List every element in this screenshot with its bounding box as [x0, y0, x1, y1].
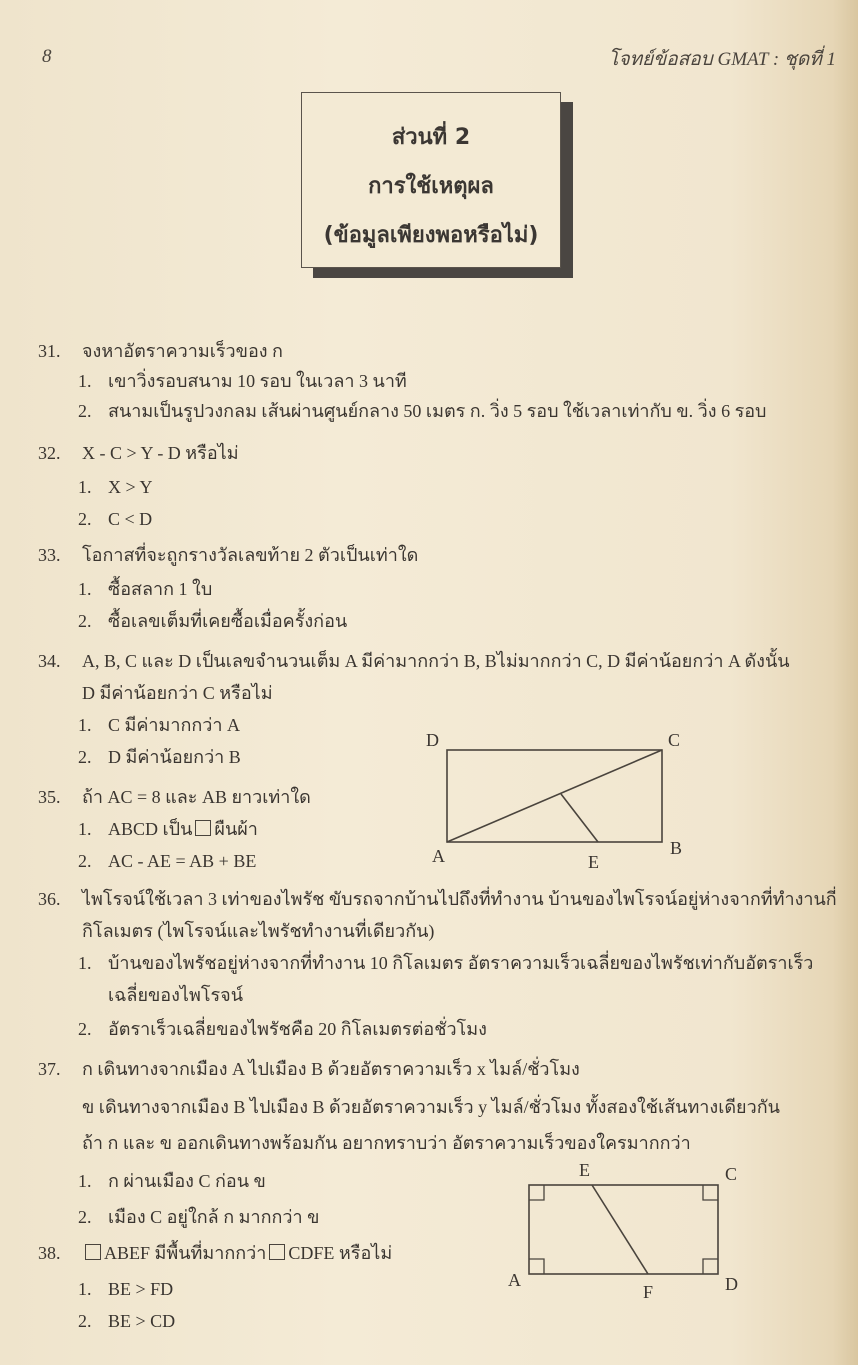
question-37-continued: ข เดินทางจากเมือง B ไปเมือง B ด้วยอัตราความเร็ว y ไมล์/ชั่วโมง ทั้งสองใช้เส้นทางเดียวกัน — [82, 1097, 780, 1117]
question-36-continued: กิโลเมตร (ไพโรจน์และไพรัชทำงานที่เดียวกัน) — [82, 921, 435, 941]
question-37: 37. ก เดินทางจากเมือง A ไปเมือง B ด้วยอัตราความเร็ว x ไมล์/ชั่วโมง — [38, 1059, 580, 1079]
label-C: C — [725, 1164, 738, 1184]
question-31-option-2: 2. สนามเป็นรูปวงกลม เส้นผ่านศูนย์กลาง 50 เมตร ก. วิ่ง 5 รอบ ใช้เวลาเท่ากับ ข. วิ่ง 6 รอบ — [78, 401, 767, 421]
label-C: C — [668, 730, 681, 750]
page-number: 8 — [42, 46, 52, 67]
running-title: โจทย์ข้อสอบ GMAT : ชุดที่ 1 — [608, 49, 836, 70]
question-37-option-1: 1. ก ผ่านเมือง C ก่อน ข — [78, 1171, 266, 1191]
question-34-continued: D มีค่าน้อยกว่า C หรือไม่ — [82, 683, 273, 703]
question-text: ก เดินทางจากเมือง A ไปเมือง B ด้วยอัตราความเร็ว x ไมล์/ชั่วโมง — [82, 1059, 580, 1079]
question-33-option-2: 2. ซื้อเลขเต็มที่เคยซื้อเมื่อครั้งก่อน — [78, 611, 348, 631]
label-A: A — [432, 846, 445, 866]
question-37-option-2: 2. เมือง C อยู่ใกล้ ก มากกว่า ข — [78, 1207, 320, 1227]
question-34: 34. A, B, C และ D เป็นเลขจำนวนเต็ม A มีค่ามากกว่า B, Bไม่มากกว่า C, D มีค่าน้อยกว่า A ดังนั้น — [38, 651, 790, 671]
question-33-option-1: 1. ซื้อสลาก 1 ใบ — [78, 579, 213, 599]
question-34-option-1: 1. C มีค่ามากกว่า A — [78, 715, 241, 735]
label-F: F — [643, 1282, 654, 1302]
question-text: จงหาอัตราความเร็วของ ก — [82, 341, 283, 361]
question-32-option-1: 1. X > Y — [78, 477, 153, 497]
section-subtitle: (ข้อมูลเพียงพอหรือไม่) — [323, 223, 539, 248]
question-number: 31. — [38, 341, 61, 361]
label-E: E — [588, 852, 599, 872]
question-33: 33. โอกาสที่จะถูกรางวัลเลขท้าย 2 ตัวเป็นเท่าใด — [38, 545, 419, 565]
question-35-option-2: 2. AC - AE = AB + BE — [78, 851, 257, 871]
label-B: B — [670, 838, 683, 858]
question-32: 32. X - C > Y - D หรือไม่ — [38, 443, 239, 463]
label-D: D — [725, 1274, 738, 1294]
question-34-option-2: 2. D มีค่าน้อยกว่า B — [78, 747, 241, 767]
rectangle-symbol-icon — [85, 1244, 101, 1260]
section-number: ส่วนที่ 2 — [391, 125, 471, 150]
label-E: E — [579, 1160, 590, 1180]
label-D: D — [426, 730, 439, 750]
question-38-option-1: 1. BE > FD — [78, 1279, 174, 1299]
question-36: 36. ไพโรจน์ใช้เวลา 3 เท่าของไพรัช ขับรถจากบ้านไปถึงที่ทำงาน บ้านของไพโรจน์อยู่ห่างจากที่ทำงานกี่ — [38, 889, 837, 909]
question-36-option-1: 1. บ้านของไพรัชอยู่ห่างจากที่ทำงาน 10 กิโลเมตร อัตราความเร็วเฉลี่ยของไพรัชเท่ากับอัตราเร็ว — [78, 953, 814, 973]
question-37-continued-2: ถ้า ก และ ข ออกเดินทางพร้อมกัน อยากทราบว่า อัตราความเร็วของใครมากกว่า — [82, 1133, 691, 1153]
question-text: ไพโรจน์ใช้เวลา 3 เท่าของไพรัช ขับรถจากบ้านไปถึงที่ทำงาน บ้านของไพโรจน์อยู่ห่างจากที่ทำงานกี่ — [82, 889, 837, 909]
section-title: การใช้เหตุผล — [368, 174, 494, 199]
question-31-option-1: 1. เขาวิ่งรอบสนาม 10 รอบ ในเวลา 3 นาที — [78, 371, 407, 391]
question-36-option-2: 2. อัตราเร็วเฉลี่ยของไพรัชคือ 20 กิโลเมตรต่อชั่วโมง — [78, 1019, 487, 1039]
question-32-option-2: 2. C < D — [78, 509, 153, 529]
question-38: 38. ABEF มีพื้นที่มากกว่า CDFE หรือไม่ — [38, 1243, 393, 1263]
question-text: ถ้า AC = 8 และ AB ยาวเท่าใด — [82, 787, 311, 807]
question-text: โอกาสที่จะถูกรางวัลเลขท้าย 2 ตัวเป็นเท่าใด — [82, 545, 419, 565]
question-35-option-1: 1. ABCD เป็น ผืนผ้า — [78, 819, 258, 839]
question-38-option-2: 2. BE > CD — [78, 1311, 176, 1331]
question-text: A, B, C และ D เป็นเลขจำนวนเต็ม A มีค่ามากกว่า B, Bไม่มากกว่า C, D มีค่าน้อยกว่า A ดังนั้น — [82, 651, 790, 671]
label-A: A — [508, 1270, 521, 1290]
question-text: X - C > Y - D หรือไม่ — [82, 443, 239, 463]
question-36-option-1-continued: เฉลี่ยของไพโรจน์ — [108, 985, 243, 1005]
question-38-diagram — [508, 1160, 738, 1302]
rectangle-symbol-icon — [269, 1244, 285, 1260]
question-35: 35. ถ้า AC = 8 และ AB ยาวเท่าใด — [38, 787, 311, 807]
